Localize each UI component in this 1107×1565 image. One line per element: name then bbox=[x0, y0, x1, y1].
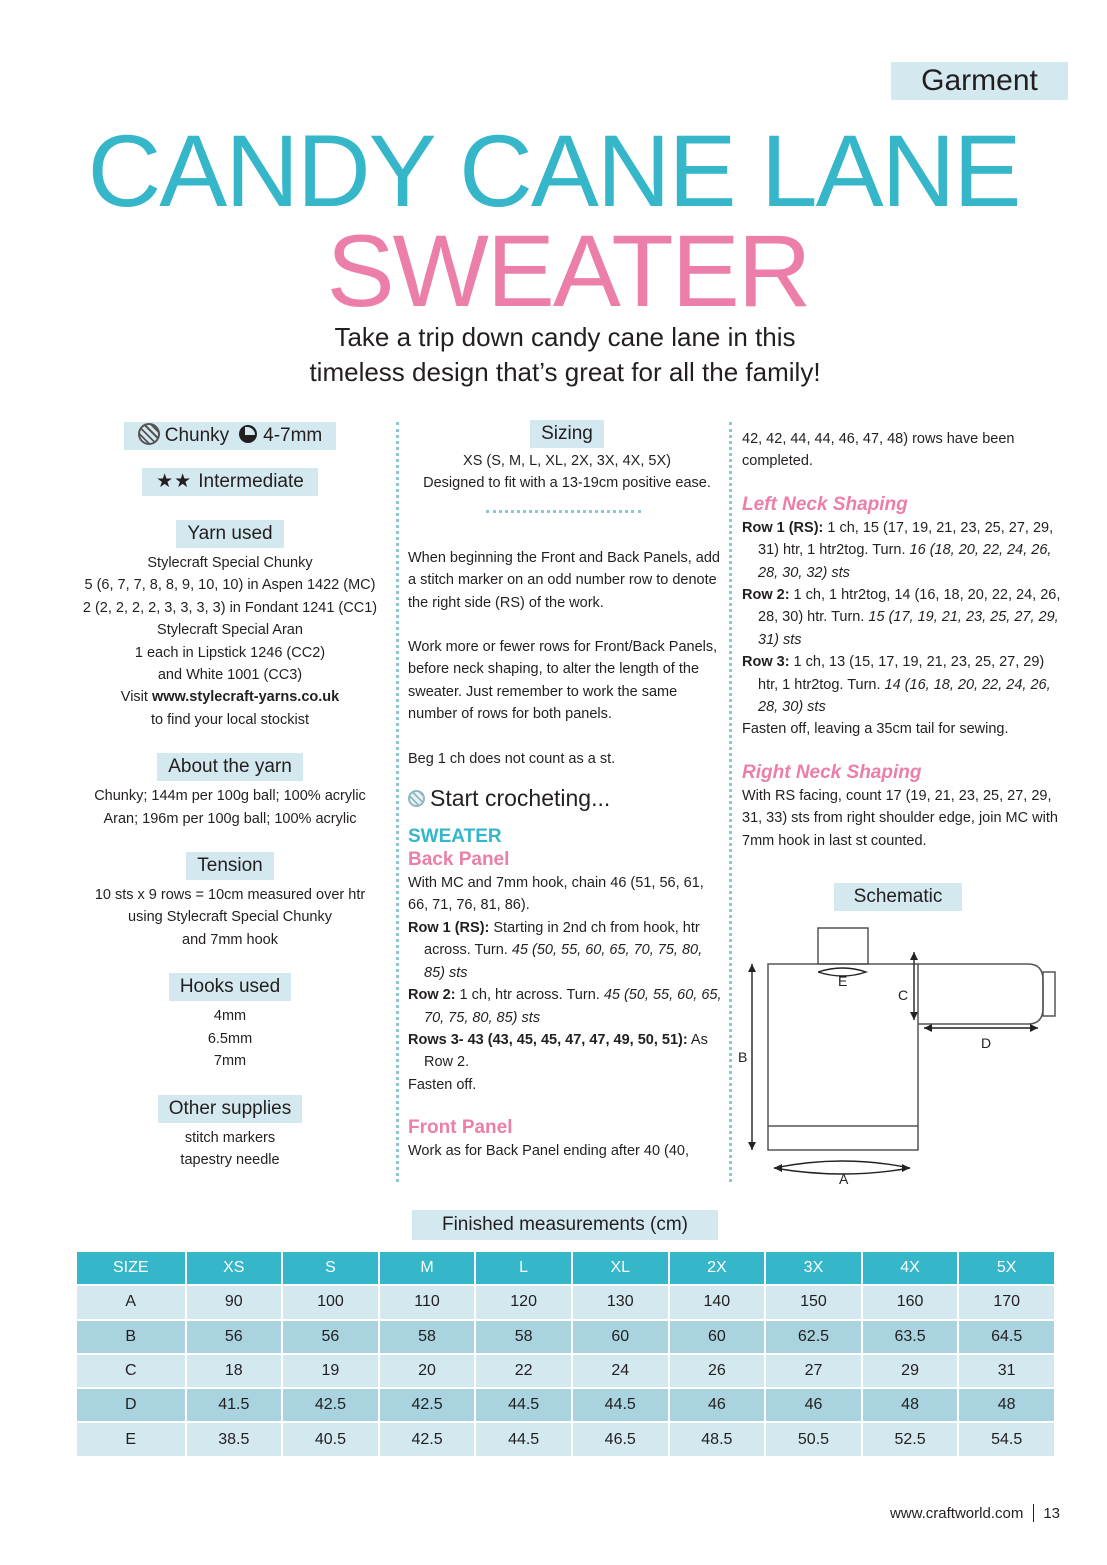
table-cell: 56 bbox=[282, 1320, 379, 1354]
row-label: Row 1 (RS): bbox=[742, 519, 824, 536]
label-a: A bbox=[839, 1171, 849, 1187]
table-cell: C bbox=[76, 1354, 186, 1388]
table-cell: 170 bbox=[958, 1285, 1055, 1319]
table-header-cell: XL bbox=[572, 1251, 669, 1285]
table-header-cell: 2X bbox=[669, 1251, 766, 1285]
table-cell: 140 bbox=[669, 1285, 766, 1319]
table-cell: 58 bbox=[379, 1320, 476, 1354]
weight-hook-badge bbox=[124, 422, 337, 450]
table-cell: 41.5 bbox=[186, 1388, 283, 1422]
table-cell: 27 bbox=[765, 1354, 862, 1388]
right-neck-heading: Right Neck Shaping bbox=[742, 761, 922, 783]
fasten-off: Fasten off. bbox=[408, 1076, 477, 1093]
note-beg-ch: Beg 1 ch does not count as a st. bbox=[408, 750, 616, 767]
table-header-cell: M bbox=[379, 1251, 476, 1285]
back-row-2 bbox=[408, 984, 726, 1029]
table-cell: 58 bbox=[475, 1320, 572, 1354]
table-cell: 20 bbox=[379, 1354, 476, 1388]
table-cell: 38.5 bbox=[186, 1422, 283, 1456]
note-row-count: Work more or fewer rows for Front/Back Panels, before neck shaping, to alter the length of the sweater. Just remember to work the same number of rows for both panels. bbox=[408, 639, 718, 723]
yarn-line: Stylecraft Special Aran bbox=[157, 622, 303, 639]
footer-separator bbox=[1033, 1504, 1034, 1522]
row-text: 1 ch, htr across. Turn. bbox=[455, 987, 604, 1004]
stitch-count: 45 (50, 55, 60, 65, 70, 75, 80, 85) sts bbox=[424, 987, 722, 1026]
section-tag: Garment bbox=[891, 62, 1068, 100]
row-label: Row 1 (RS): bbox=[408, 919, 490, 936]
hook-line: 4mm bbox=[213, 1008, 247, 1025]
sleeve-outline bbox=[918, 964, 1043, 1024]
right-column bbox=[742, 428, 1067, 852]
table-cell: 48 bbox=[862, 1388, 959, 1422]
table-cell: 42.5 bbox=[379, 1422, 476, 1456]
sizing-divider bbox=[486, 510, 641, 513]
supply-line: tapestry needle bbox=[180, 1151, 280, 1168]
column-divider bbox=[396, 422, 399, 1182]
table-cell: 42.5 bbox=[379, 1388, 476, 1422]
tension-line: and 7mm hook bbox=[182, 931, 278, 948]
page-title-line1: CANDY CANE LANE bbox=[87, 114, 1020, 228]
table-header-cell: XS bbox=[186, 1251, 283, 1285]
yarn-line: Stylecraft Special Chunky bbox=[147, 555, 313, 571]
table-cell: 46.5 bbox=[572, 1422, 669, 1456]
table-cell: 24 bbox=[572, 1354, 669, 1388]
other-supplies-section bbox=[75, 1095, 385, 1172]
table-cell: 22 bbox=[475, 1354, 572, 1388]
subtitle bbox=[0, 320, 1107, 390]
stylecraft-link[interactable]: www.stylecraft-yarns.co.uk bbox=[151, 689, 340, 706]
label-e: E bbox=[838, 973, 848, 989]
hook-line: 6.5mm bbox=[207, 1030, 253, 1047]
row-label: Row 2: bbox=[742, 587, 790, 604]
sizing-sizes: XS (S, M, L, XL, 2X, 3X, 4X, 5X) bbox=[463, 453, 671, 469]
table-cell: E bbox=[76, 1422, 186, 1456]
table-cell: 18 bbox=[186, 1354, 283, 1388]
sizing-ease: Designed to fit with a 13-19cm positive ease. bbox=[423, 475, 711, 492]
arrowhead bbox=[902, 1164, 910, 1172]
table-cell: 54.5 bbox=[958, 1422, 1055, 1456]
table-cell: 46 bbox=[669, 1388, 766, 1422]
row-label: Rows 3- 43 (43, 45, 45, 47, 47, 49, 50, 51): bbox=[408, 1031, 688, 1048]
table-cell: 130 bbox=[572, 1285, 669, 1319]
table-header-cell: 4X bbox=[862, 1251, 959, 1285]
table-cell: 160 bbox=[862, 1285, 959, 1319]
label-c: C bbox=[898, 987, 909, 1003]
table-header-cell: SIZE bbox=[76, 1251, 186, 1285]
start-label: Start crocheting... bbox=[430, 785, 611, 812]
table-header-row bbox=[76, 1251, 1055, 1285]
table-cell: 110 bbox=[379, 1285, 476, 1319]
table-cell: 60 bbox=[669, 1320, 766, 1354]
table-cell: 46 bbox=[765, 1388, 862, 1422]
measurements-heading: Finished measurements (cm) bbox=[412, 1210, 718, 1240]
table-cell: 19 bbox=[282, 1354, 379, 1388]
table-cell: 63.5 bbox=[862, 1320, 959, 1354]
visit-prefix: Visit bbox=[120, 689, 152, 706]
table-cell: 100 bbox=[282, 1285, 379, 1319]
footer-url[interactable]: www.craftworld.com bbox=[889, 1505, 1024, 1522]
hook-line: 7mm bbox=[213, 1053, 247, 1070]
table-row bbox=[76, 1388, 1055, 1422]
table-cell: A bbox=[76, 1285, 186, 1319]
table-cell: 60 bbox=[572, 1320, 669, 1354]
about-yarn-heading: About the yarn bbox=[157, 753, 303, 781]
tension-line: 10 sts x 9 rows = 10cm measured over htr bbox=[94, 887, 366, 904]
ln-fasten: Fasten off, leaving a 35cm tail for sewing. bbox=[742, 721, 1009, 738]
middle-column bbox=[408, 420, 726, 1163]
ln-row-2 bbox=[742, 584, 1067, 651]
arrowhead bbox=[910, 952, 918, 960]
about-yarn-line: Aran; 196m per 100g ball; 100% acrylic bbox=[103, 810, 357, 827]
table-row bbox=[76, 1285, 1055, 1319]
row-text: Starting in 2nd ch from hook, htr across. Turn. bbox=[424, 919, 700, 959]
page-title-line2: SWEATER bbox=[326, 214, 810, 328]
table-cell: 42.5 bbox=[282, 1388, 379, 1422]
sweater-heading: SWEATER bbox=[408, 826, 502, 848]
table-cell: 48 bbox=[958, 1388, 1055, 1422]
ln-row-1 bbox=[742, 517, 1067, 584]
arrowhead bbox=[1030, 1024, 1038, 1032]
measurements-table bbox=[75, 1250, 1056, 1458]
front-continued: 42, 42, 44, 44, 46, 47, 48) rows have been completed. bbox=[742, 431, 1015, 470]
table-cell: 31 bbox=[958, 1354, 1055, 1388]
row-text: 1 ch, 1 htr2tog, 14 (16, 18, 20, 22, 24, 26, 28, 30) htr. Turn. bbox=[758, 587, 1061, 626]
difficulty-label: Intermediate bbox=[198, 471, 304, 492]
subtitle-line1: Take a trip down candy cane lane in this bbox=[334, 322, 796, 352]
about-yarn-section bbox=[75, 753, 385, 830]
front-panel-heading: Front Panel bbox=[408, 1117, 513, 1139]
table-cell: 44.5 bbox=[572, 1388, 669, 1422]
yarn-used-heading: Yarn used bbox=[176, 520, 283, 548]
start-crocheting bbox=[408, 782, 726, 814]
table-body bbox=[76, 1285, 1055, 1456]
table-header-cell: 5X bbox=[958, 1251, 1055, 1285]
back-rows-3 bbox=[408, 1029, 726, 1074]
row-text: 1 ch, 13 (15, 17, 19, 21, 23, 25, 27, 29) htr, 1 htr2tog. Turn. bbox=[758, 654, 1045, 693]
label-d: D bbox=[981, 1035, 992, 1051]
stitch-count: 16 (18, 20, 22, 24, 26, 28, 30, 32) sts bbox=[758, 542, 1052, 581]
yarn-line: 5 (6, 7, 7, 8, 8, 9, 10, 10) in Aspen 1422 (MC) bbox=[84, 577, 376, 594]
cuff-outline bbox=[1043, 972, 1055, 1016]
table-cell: 64.5 bbox=[958, 1320, 1055, 1354]
row-text: 1 ch, 15 (17, 19, 21, 23, 25, 27, 29, 31) htr, 1 htr2tog. Turn. bbox=[758, 519, 1054, 559]
arrowhead bbox=[774, 1164, 782, 1172]
yarn-line: 2 (2, 2, 2, 2, 3, 3, 3, 3) in Fondant 1241 (CC1) bbox=[82, 599, 378, 616]
yarn-used-section bbox=[75, 520, 385, 731]
stitch-count: 15 (17, 19, 21, 23, 25, 27, 29, 31) sts bbox=[758, 609, 1059, 648]
note-stitch-marker: When beginning the Front and Back Panels, add a stitch marker on an odd number row to denote the right side (RS) of the work. bbox=[408, 549, 720, 611]
table-cell: 150 bbox=[765, 1285, 862, 1319]
other-supplies-heading: Other supplies bbox=[158, 1095, 303, 1123]
column-divider bbox=[729, 422, 732, 1182]
page-number: 13 bbox=[1043, 1505, 1060, 1522]
stitch-count: 45 (50, 55, 60, 65, 70, 75, 80, 85) sts bbox=[424, 942, 703, 981]
table-header-cell: L bbox=[475, 1251, 572, 1285]
table-header-cell: 3X bbox=[765, 1251, 862, 1285]
table-cell: 40.5 bbox=[282, 1422, 379, 1456]
arrowhead bbox=[924, 1024, 932, 1032]
hooks-used-section bbox=[75, 973, 385, 1072]
table-header-cell: S bbox=[282, 1251, 379, 1285]
tension-section bbox=[75, 852, 385, 951]
table-cell: 62.5 bbox=[765, 1320, 862, 1354]
yarn-line: and White 1001 (CC3) bbox=[157, 667, 303, 684]
table-cell: B bbox=[76, 1320, 186, 1354]
hooks-used-heading: Hooks used bbox=[169, 973, 291, 1001]
schematic-diagram bbox=[738, 918, 1068, 1190]
left-column bbox=[75, 422, 385, 1193]
about-yarn-line: Chunky; 144m per 100g ball; 100% acrylic bbox=[94, 788, 366, 805]
body-outline bbox=[768, 964, 918, 1150]
row-label: Row 2: bbox=[408, 987, 456, 1004]
tension-line: using Stylecraft Special Chunky bbox=[128, 909, 332, 926]
ln-row-3 bbox=[742, 651, 1067, 718]
yarn-ball-icon bbox=[408, 790, 425, 807]
sizing-heading: Sizing bbox=[530, 420, 604, 448]
table-cell: 50.5 bbox=[765, 1422, 862, 1456]
table-row bbox=[76, 1320, 1055, 1354]
yarn-line: 1 each in Lipstick 1246 (CC2) bbox=[134, 644, 326, 661]
table-cell: 26 bbox=[669, 1354, 766, 1388]
back-intro: With MC and 7mm hook, chain 46 (51, 56, 61, 66, 71, 76, 81, 86). bbox=[408, 875, 704, 914]
arrowhead bbox=[910, 1012, 918, 1020]
arrowhead bbox=[748, 1142, 756, 1150]
supply-line: stitch markers bbox=[184, 1129, 276, 1146]
neck-outline bbox=[818, 928, 868, 964]
left-neck-heading: Left Neck Shaping bbox=[742, 493, 908, 515]
table-row bbox=[76, 1354, 1055, 1388]
label-b: B bbox=[738, 1049, 748, 1065]
table-cell: 48.5 bbox=[669, 1422, 766, 1456]
row-text: As Row 2. bbox=[424, 1031, 708, 1071]
back-panel-heading: Back Panel bbox=[408, 849, 510, 871]
table-cell: 52.5 bbox=[862, 1422, 959, 1456]
page-footer bbox=[780, 1504, 1060, 1524]
table-cell: D bbox=[76, 1388, 186, 1422]
tension-heading: Tension bbox=[186, 852, 274, 880]
schematic-heading: Schematic bbox=[834, 883, 962, 911]
table-cell: 29 bbox=[862, 1354, 959, 1388]
hook-icon bbox=[239, 425, 257, 443]
difficulty-badge bbox=[142, 468, 318, 496]
visit-line bbox=[75, 686, 385, 708]
weight-label: Chunky bbox=[164, 425, 230, 446]
table-cell: 90 bbox=[186, 1285, 283, 1319]
table-cell: 44.5 bbox=[475, 1388, 572, 1422]
subtitle-line2: timeless design that’s great for all the family! bbox=[309, 357, 821, 387]
rn-text: With RS facing, count 17 (19, 21, 23, 25, 27, 29, 31, 33) sts from right shoulder edge, join MC with 7mm hook in last st counted. bbox=[742, 787, 1058, 849]
back-row-1 bbox=[408, 917, 726, 984]
visit-suffix: to find your local stockist bbox=[151, 711, 309, 728]
stitch-count: 14 (16, 18, 20, 22, 24, 26, 28, 30) sts bbox=[758, 676, 1051, 716]
table-cell: 44.5 bbox=[475, 1422, 572, 1456]
difficulty-stars: ★★ bbox=[156, 471, 193, 492]
table-row bbox=[76, 1422, 1055, 1456]
row-label: Row 3: bbox=[742, 654, 790, 671]
front-text: Work as for Back Panel ending after 40 (40, bbox=[408, 1143, 690, 1160]
yarn-ball-icon bbox=[138, 423, 160, 445]
hook-size-label: 4-7mm bbox=[263, 425, 323, 446]
table-cell: 56 bbox=[186, 1320, 283, 1354]
arrowhead bbox=[748, 964, 756, 972]
table-cell: 120 bbox=[475, 1285, 572, 1319]
